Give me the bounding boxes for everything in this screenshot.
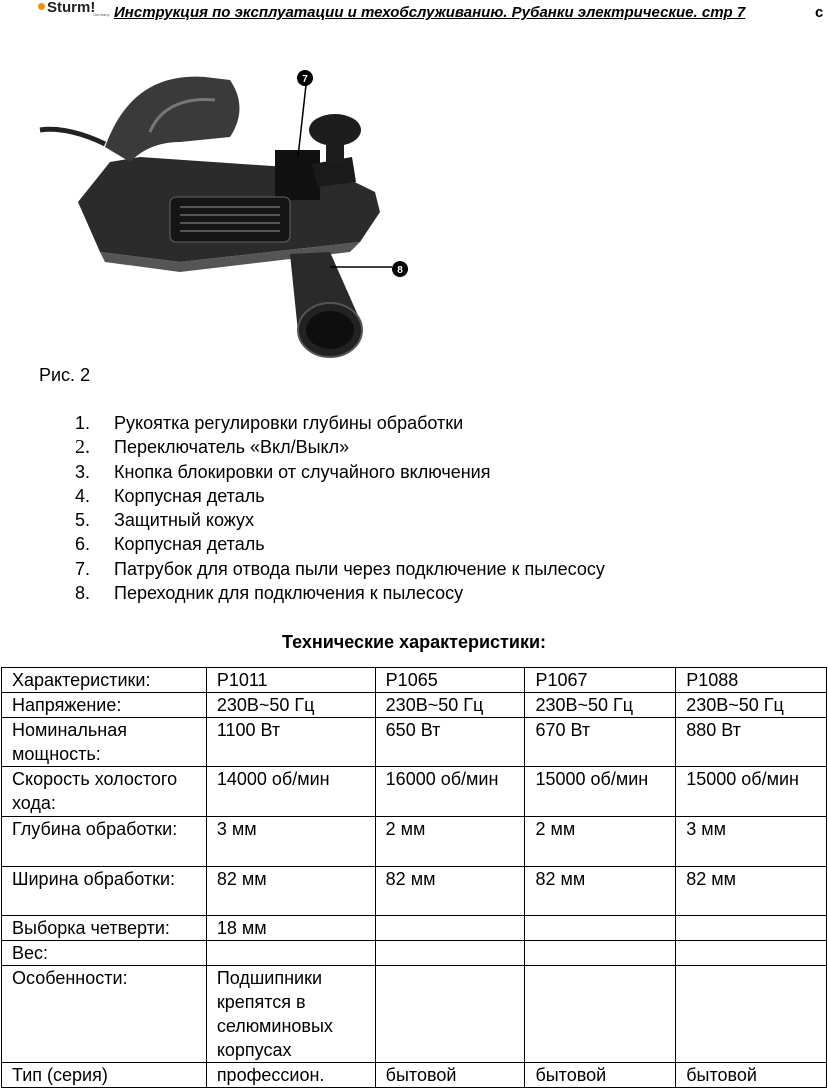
- table-cell: 18 мм: [206, 916, 375, 941]
- table-row: [2, 693, 827, 718]
- table-cell: P1088: [676, 668, 827, 693]
- list-item: [75, 411, 605, 435]
- table-cell: Скорость холостого хода:: [2, 767, 207, 817]
- table-cell: бытовой: [375, 1063, 525, 1088]
- table-cell: 650 Вт: [375, 718, 525, 767]
- list-item-number: 5.: [75, 510, 91, 531]
- list-item-number: 4.: [75, 485, 91, 506]
- table-row: [2, 817, 827, 867]
- table-cell: 2 мм: [525, 817, 676, 867]
- table-row: [2, 767, 827, 817]
- table-cell: 14000 об/мин: [206, 767, 375, 817]
- table-cell: 15000 об/мин: [676, 767, 827, 817]
- table-cell: Ширина обработки:: [2, 867, 207, 916]
- figure-caption: Рис. 2: [39, 365, 91, 385]
- table-cell: 82 мм: [206, 867, 375, 916]
- spec-table: [1, 667, 827, 1088]
- list-item: [75, 460, 605, 484]
- list-item: [75, 484, 605, 508]
- logo-text: Sturm!: [47, 0, 96, 16]
- table-cell: [676, 941, 827, 966]
- table-row: [2, 966, 827, 1063]
- table-cell: 82 мм: [676, 867, 827, 916]
- table-row: [2, 668, 827, 693]
- list-item-number: 6.: [75, 534, 91, 555]
- table-cell: [676, 966, 827, 1063]
- table-cell: Подшипники крепятся в селюминовых корпусах: [206, 966, 375, 1063]
- table-cell: 230В~50 Гц: [206, 693, 375, 718]
- list-item-number: 7.: [75, 558, 91, 579]
- table-cell: 16000 об/мин: [375, 767, 525, 817]
- table-cell: [375, 916, 525, 941]
- table-cell: [206, 941, 375, 966]
- list-item-text: Корпусная деталь: [114, 534, 265, 555]
- list-item-text: Патрубок для отвода пыли через подключение к пылесосу: [114, 558, 605, 579]
- list-item: [75, 532, 605, 556]
- list-item-number: 2.: [75, 436, 90, 459]
- table-cell: Особенности:: [2, 966, 207, 1063]
- list-item-text: Кнопка блокировки от случайного включения: [114, 461, 491, 482]
- table-cell: 230В~50 Гц: [676, 693, 827, 718]
- table-cell: [525, 916, 676, 941]
- table-cell: [676, 916, 827, 941]
- table-cell: Напряжение:: [2, 693, 207, 718]
- table-cell: 880 Вт: [676, 718, 827, 767]
- header-side-letter: с: [815, 4, 824, 21]
- header-title: Инструкция по эксплуатации и техобслуживанию. Рубанки электрические. стр 7: [114, 4, 746, 21]
- list-item-number: 8.: [75, 583, 91, 604]
- list-item-text: Корпусная деталь: [114, 485, 265, 506]
- list-item-text: Защитный кожух: [114, 510, 255, 531]
- table-row: [2, 718, 827, 767]
- table-cell: 670 Вт: [525, 718, 676, 767]
- table-cell: 82 мм: [525, 867, 676, 916]
- list-item: [75, 508, 605, 532]
- callout-7-label: 7: [302, 74, 308, 85]
- table-row: [2, 941, 827, 966]
- table-cell: 15000 об/мин: [525, 767, 676, 817]
- table-cell: 230В~50 Гц: [525, 693, 676, 718]
- table-cell: 3 мм: [676, 817, 827, 867]
- table-cell: P1011: [206, 668, 375, 693]
- table-cell: 2 мм: [375, 817, 525, 867]
- planer-illustration: [30, 62, 430, 367]
- list-item-text: Переходник для подключения к пылесосу: [114, 583, 464, 604]
- table-cell: [375, 966, 525, 1063]
- spec-title: Технические характеристики:: [281, 632, 547, 652]
- list-item: [75, 581, 605, 605]
- table-row: [2, 867, 827, 916]
- table-cell: 3 мм: [206, 817, 375, 867]
- logo-dot-icon: [38, 3, 45, 10]
- table-cell: Вес:: [2, 941, 207, 966]
- table-cell: бытовой: [676, 1063, 827, 1088]
- list-item-text: Рукоятка регулировки глубины обработки: [114, 413, 464, 433]
- table-cell: Выборка четверти:: [2, 916, 207, 941]
- parts-list: [75, 411, 605, 605]
- table-cell: Номинальная мощность:: [2, 718, 207, 767]
- table-cell: P1065: [375, 668, 525, 693]
- list-item: [75, 557, 605, 581]
- table-row: [2, 1063, 827, 1088]
- callout-8-label: 8: [397, 265, 403, 276]
- list-item-text: Переключатель «Вкл/Выкл»: [114, 437, 350, 458]
- table-cell: [375, 941, 525, 966]
- list-item-number: 3.: [75, 461, 91, 482]
- logo-subtext: Germany: [93, 12, 110, 17]
- list-item: [75, 435, 605, 459]
- table-cell: Характеристики:: [2, 668, 207, 693]
- table-cell: 230В~50 Гц: [375, 693, 525, 718]
- table-cell: [525, 966, 676, 1063]
- table-row: [2, 916, 827, 941]
- table-cell: 82 мм: [375, 867, 525, 916]
- list-item-number: 1.: [75, 413, 91, 433]
- table-cell: Глубина обработки:: [2, 817, 207, 867]
- page-header: [0, 0, 828, 24]
- table-cell: Тип (серия): [2, 1063, 207, 1088]
- table-cell: бытовой: [525, 1063, 676, 1088]
- brand-logo: [38, 0, 110, 17]
- table-cell: P1067: [525, 668, 676, 693]
- table-cell: [525, 941, 676, 966]
- table-cell: профессион.: [206, 1063, 375, 1088]
- table-cell: 1100 Вт: [206, 718, 375, 767]
